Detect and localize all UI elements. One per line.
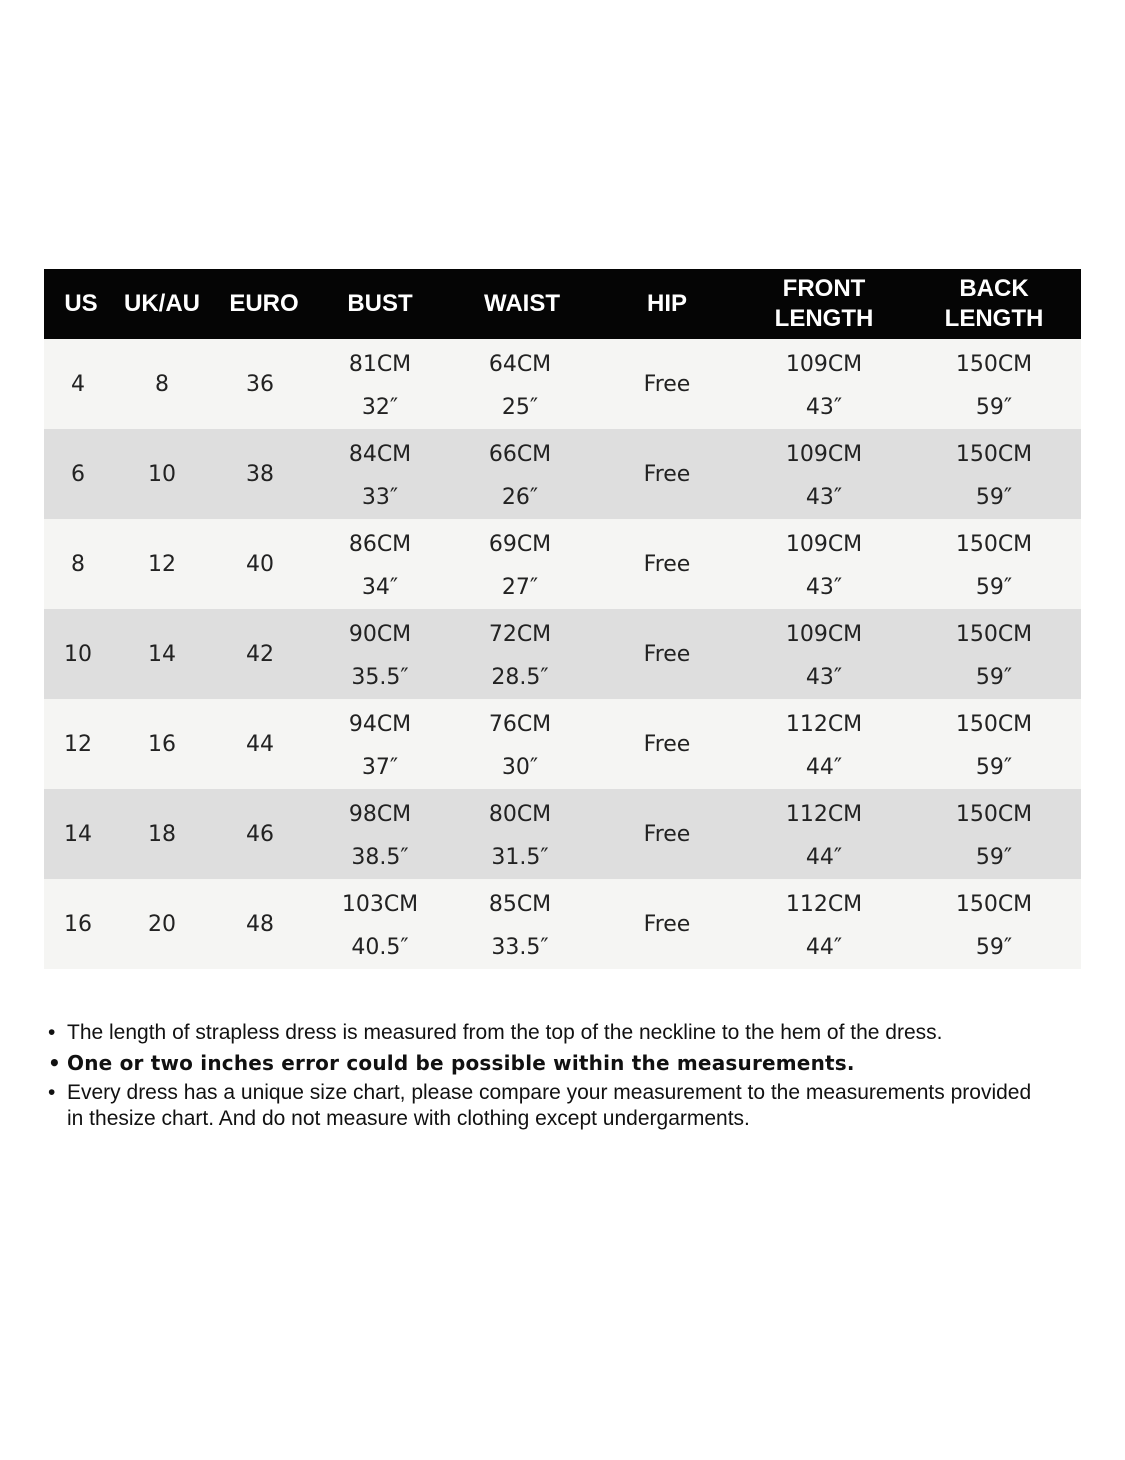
front-length-cm: 112CM [785,802,863,827]
note-item [48,1080,1048,1132]
waist-cell [469,699,571,789]
back-length-cm: 150CM [955,622,1033,647]
uk-au-size: 8 [155,371,169,397]
waist-cm: 80CM [488,802,552,827]
bust-inches: 40.5″ [351,935,409,960]
table-row [44,789,1081,879]
bust-inches: 37″ [361,755,399,780]
us-size: 8 [71,551,85,577]
note-text: Every dress has a unique size chart, please compare your measurement to the measurements provided in thesize chart. And do not measure with clothing except undergarments. [67,1081,1032,1130]
front-length-cell [764,339,884,429]
back-length-inches: 59″ [975,575,1013,600]
front-length-cm: 109CM [785,532,863,557]
uk-au-size: 14 [148,641,176,667]
header-front-length: FRONT LENGTH [774,275,874,332]
waist-cm: 76CM [488,712,552,737]
front-length-inches: 43″ [805,395,843,420]
front-length-cm: 109CM [785,352,863,377]
front-length-cm: 109CM [785,622,863,647]
front-length-cm: 112CM [785,712,863,737]
waist-inches: 31.5″ [491,845,549,870]
back-length-cell [934,789,1054,879]
uk-au-size: 18 [148,821,176,847]
back-length-inches: 59″ [975,845,1013,870]
back-length-cell [934,879,1054,969]
bust-inches: 33″ [361,485,399,510]
bust-cell [329,339,431,429]
header-back-length: BACK LENGTH [944,275,1044,332]
waist-cm: 66CM [488,442,552,467]
bust-cell [329,879,431,969]
back-length-cell [934,429,1054,519]
bust-cell [329,519,431,609]
back-length-cell [934,339,1054,429]
us-size: 16 [64,911,92,937]
euro-size: 42 [246,641,274,667]
waist-inches: 33.5″ [491,935,549,960]
euro-size: 44 [246,731,274,757]
waist-cm: 69CM [488,532,552,557]
hip-value: Free [643,551,691,577]
hip-value: Free [643,821,691,847]
bust-cm: 81CM [348,352,412,377]
back-length-cell [934,519,1054,609]
table-row [44,879,1081,969]
header-waist: WAIST [484,290,560,317]
note-item [48,1020,1048,1046]
size-chart-table [44,269,1081,969]
table-header [44,269,1081,339]
back-length-inches: 59″ [975,755,1013,780]
waist-cell [469,339,571,429]
uk-au-size: 16 [148,731,176,757]
front-length-inches: 44″ [805,755,843,780]
front-length-inches: 43″ [805,485,843,510]
back-length-cm: 150CM [955,892,1033,917]
back-length-inches: 59″ [975,935,1013,960]
table-row [44,699,1081,789]
back-length-cell [934,699,1054,789]
euro-size: 36 [246,371,274,397]
hip-value: Free [643,641,691,667]
note-text: One or two inches error could be possible within the measurements. [67,1051,855,1075]
bust-cell [329,609,431,699]
front-length-cell [764,519,884,609]
header-euro: EURO [229,290,299,317]
bullet-icon: • [48,1051,61,1075]
back-length-cm: 150CM [955,442,1033,467]
front-length-cell [764,429,884,519]
front-length-cell [764,609,884,699]
table-row [44,609,1081,699]
waist-inches: 27″ [501,575,539,600]
bust-cm: 84CM [348,442,412,467]
back-length-inches: 59″ [975,665,1013,690]
waist-cm: 85CM [488,892,552,917]
bust-cm: 86CM [348,532,412,557]
back-length-cm: 150CM [955,712,1033,737]
bullet-icon: • [48,1081,56,1104]
us-size: 14 [64,821,92,847]
us-size: 10 [64,641,92,667]
front-length-inches: 43″ [805,665,843,690]
euro-size: 38 [246,461,274,487]
bust-cm: 103CM [341,892,419,917]
back-length-cm: 150CM [955,352,1033,377]
bullet-icon: • [48,1021,56,1044]
bust-cell [329,429,431,519]
header-us: US [64,290,98,317]
table-row [44,429,1081,519]
bust-inches: 38.5″ [351,845,409,870]
us-size: 12 [64,731,92,757]
front-length-cell [764,699,884,789]
waist-cm: 72CM [488,622,552,647]
waist-inches: 30″ [501,755,539,780]
euro-size: 48 [246,911,274,937]
back-length-inches: 59″ [975,485,1013,510]
table-row [44,519,1081,609]
hip-value: Free [643,911,691,937]
front-length-inches: 43″ [805,575,843,600]
uk-au-size: 20 [148,911,176,937]
header-bust: BUST [347,290,413,317]
euro-size: 46 [246,821,274,847]
uk-au-size: 10 [148,461,176,487]
front-length-inches: 44″ [805,845,843,870]
waist-inches: 28.5″ [491,665,549,690]
bust-inches: 34″ [361,575,399,600]
waist-cell [469,519,571,609]
header-hip: HIP [646,290,687,317]
waist-inches: 26″ [501,485,539,510]
bust-inches: 35.5″ [351,665,409,690]
front-length-cm: 112CM [785,892,863,917]
uk-au-size: 12 [148,551,176,577]
waist-cell [469,789,571,879]
waist-cm: 64CM [488,352,552,377]
measurement-notes [48,1020,1048,1136]
front-length-cell [764,789,884,879]
note-item-emphasis [48,1050,1048,1076]
note-text: The length of strapless dress is measured from the top of the neckline to the hem of the dress. [67,1021,943,1044]
back-length-cm: 150CM [955,802,1033,827]
front-length-inches: 44″ [805,935,843,960]
hip-value: Free [643,371,691,397]
waist-cell [469,609,571,699]
front-length-cell [764,879,884,969]
euro-size: 40 [246,551,274,577]
bust-cell [329,699,431,789]
waist-cell [469,879,571,969]
us-size: 6 [71,461,85,487]
front-length-cm: 109CM [785,442,863,467]
header-uk-au: UK/AU [124,290,200,317]
bust-cell [329,789,431,879]
bust-inches: 32″ [361,395,399,420]
hip-value: Free [643,731,691,757]
table-row [44,339,1081,429]
bust-cm: 94CM [348,712,412,737]
back-length-inches: 59″ [975,395,1013,420]
bust-cm: 90CM [348,622,412,647]
us-size: 4 [71,371,85,397]
bust-cm: 98CM [348,802,412,827]
back-length-cell [934,609,1054,699]
waist-cell [469,429,571,519]
hip-value: Free [643,461,691,487]
back-length-cm: 150CM [955,532,1033,557]
waist-inches: 25″ [501,395,539,420]
